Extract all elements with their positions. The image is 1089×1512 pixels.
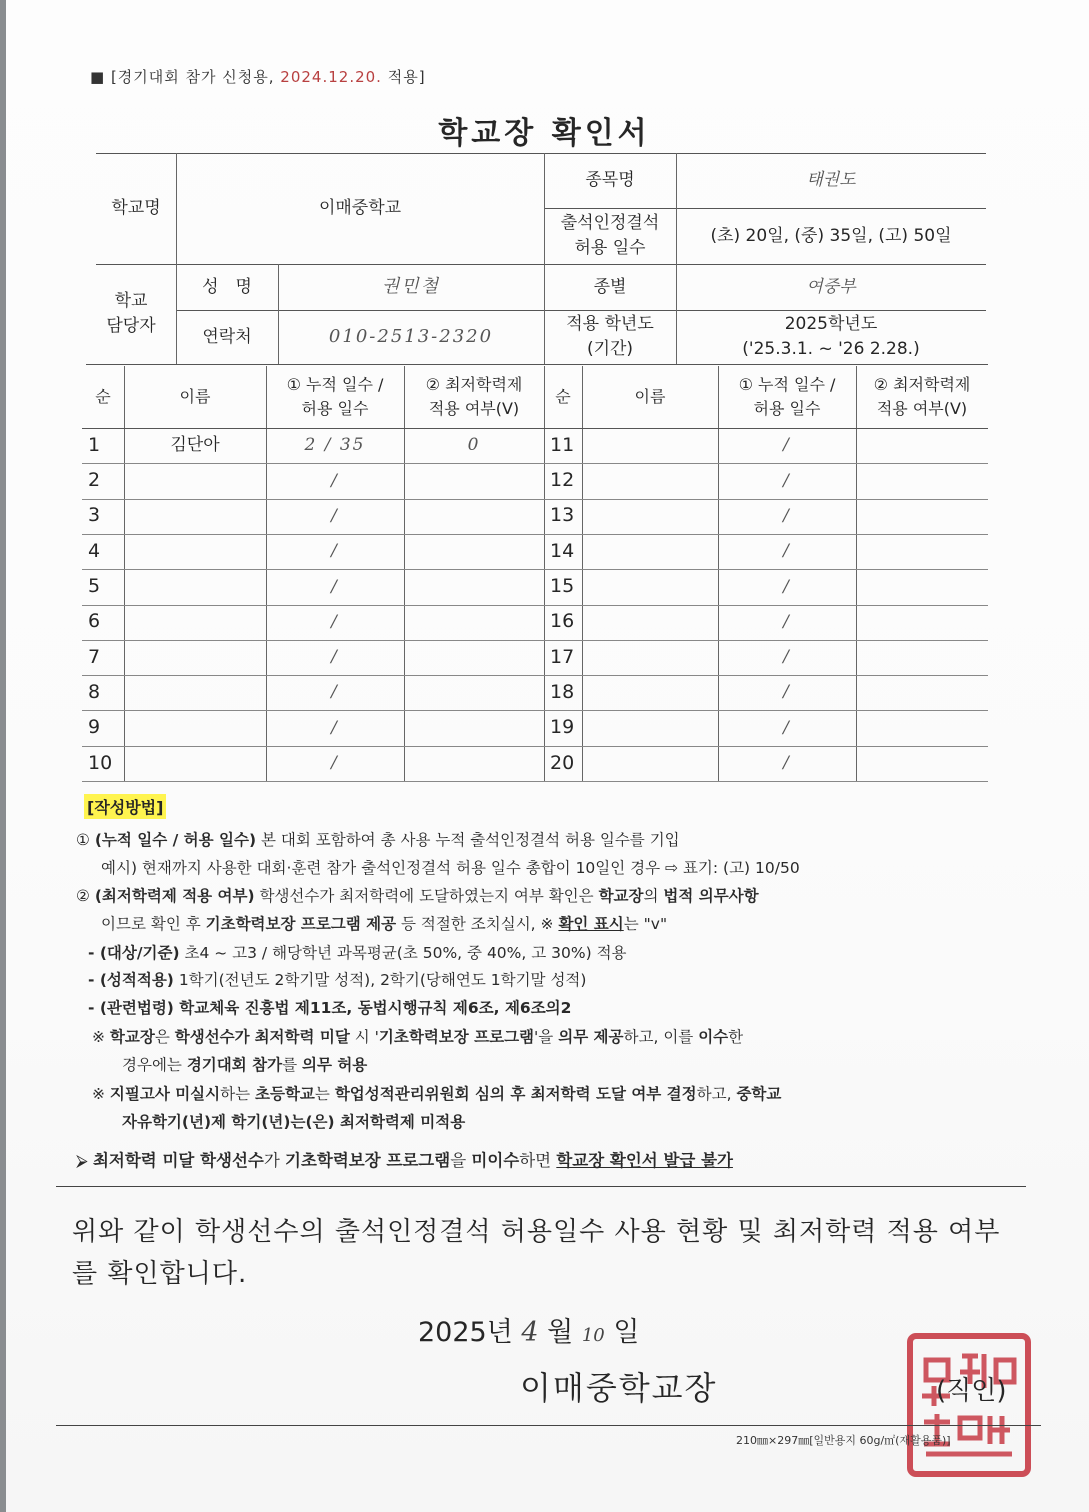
seal-label: (직인) (936, 1376, 1007, 1406)
instruction-2-mark: ② (76, 887, 90, 905)
table-cell-days: / (331, 541, 339, 562)
table-header-cell (856, 366, 988, 428)
instruction-2-mark-display: 확인 표시 (558, 915, 624, 933)
table-header-text: ② 최저학력제 (873, 375, 971, 394)
note-1-b6: 이수 (698, 1028, 729, 1046)
table-cell-min (856, 746, 988, 781)
table-cell-min (856, 463, 988, 498)
division-label: 종별 (593, 276, 627, 297)
table-cell-days: / (783, 541, 791, 562)
instruction-1-example: 예시) 현재까지 사용한 대회·훈련 참가 출석인정결석 허용 일수 총합이 10일인 경우 ⇨ 표기: (고) 10/50 (101, 859, 800, 877)
final-b1: 최저학력 미달 학생선수 (92, 1151, 264, 1170)
table-cell-name (582, 746, 718, 781)
instruction-2-text-a: 학생선수가 최저학력에 도달하였는지 여부 확인은 (254, 887, 599, 905)
table-cell-days: / (331, 682, 339, 703)
final-t3: 하면 (519, 1151, 557, 1170)
table-cell-name (124, 499, 266, 534)
instruction-2-line2-c: 는 "v" (623, 915, 668, 933)
school-label: 학교명 (111, 198, 161, 219)
principal-title: 이매중학교장 (520, 1369, 718, 1407)
table-cell-name (124, 675, 266, 710)
detail-target-label: - (대상/기준) (88, 944, 180, 962)
table-cell-name (124, 640, 266, 675)
table-cell-days: / (783, 647, 791, 668)
note-1-b4: 기초학력보장 프로그램 (378, 1028, 535, 1046)
instruction-2-principal: 학교장 (598, 887, 644, 905)
table-cell-days: / (783, 611, 791, 632)
note-1-b5: 의무 제공 (558, 1028, 624, 1046)
table-cell-no: 15 (550, 575, 575, 598)
table-header-text: 허용 일수 (753, 399, 821, 418)
note-2-b2: 초등학교 (255, 1085, 315, 1103)
table-cell-no: 1 (88, 433, 101, 456)
final-b2: 기초학력보장 프로그램 (285, 1151, 451, 1170)
note-1-mark: ※ (92, 1028, 110, 1046)
table-cell-no: 4 (88, 539, 101, 562)
table-header-text: ① 누적 일수 / (738, 375, 836, 394)
table-header-text: 적용 여부(V) (428, 399, 520, 418)
note-1-t5: 하고, 이를 (623, 1028, 699, 1046)
table-cell-min (404, 499, 544, 534)
table-cell-days: / (331, 576, 339, 597)
note-2-b1: 지필고사 미실시 (109, 1085, 221, 1103)
table-cell-name (582, 605, 718, 640)
instruction-2-legal-duty: 법적 의무사항 (663, 887, 759, 905)
table-cell-min (856, 428, 988, 463)
closing-statement: 위와 같이 학생선수의 출석인정결석 허용일수 사용 현황 및 최저학력 적용 여부를 확인합니다. (72, 1217, 1001, 1289)
document-title: 학교장 확인서 (438, 116, 651, 151)
sign-date (418, 1310, 639, 1349)
table-cell-name (582, 569, 718, 604)
table-cell-no: 12 (550, 469, 575, 492)
instruction-2-text-b: 의 (643, 887, 664, 905)
table-header-cell (82, 366, 124, 428)
table-cell-days: / (783, 682, 791, 703)
table-cell-min (856, 569, 988, 604)
instruction-1-text: 본 대회 포함하여 총 사용 누적 출석인정결석 허용 일수를 기입 (256, 831, 680, 849)
note-2-t3: 하고, (696, 1085, 737, 1103)
table-cell-no: 20 (550, 751, 575, 774)
table-cell-min: 0 (467, 435, 481, 456)
closing-divider (56, 1186, 1026, 1187)
note-1-t3: 시 ' (349, 1028, 379, 1046)
table-cell-min (856, 710, 988, 745)
sign-date-day-label: 일 (613, 1317, 640, 1348)
header-note-date: 2024.12.20. (280, 68, 382, 86)
table-cell-no: 16 (550, 610, 575, 633)
table-cell-no: 17 (550, 645, 575, 668)
instruction-1-title: (누적 일수 / 허용 일수) (94, 831, 257, 849)
table-header-text: 적용 여부(V) (876, 399, 968, 418)
table-header-text: 순 (95, 387, 111, 406)
absence-label-line2: 허용 일수 (574, 238, 646, 258)
contact-value-handwritten: 010-2513-2320 (328, 325, 494, 347)
table-cell-name (124, 710, 266, 745)
table-cell-name (124, 605, 266, 640)
table-cell-min (404, 746, 544, 781)
table-row-divider (82, 781, 988, 782)
note-1 (92, 1025, 1042, 1050)
table-header-cell (544, 366, 582, 428)
sport-value: 태권도 (806, 170, 856, 191)
detail-target (88, 941, 1038, 966)
note-2-line2-text: 자유학기(년)제 학기(년)는(은) 최저학력제 미적용 (122, 1113, 466, 1131)
note-1-line2-c: 를 (282, 1056, 302, 1074)
table-cell-no: 2 (88, 469, 101, 492)
sign-date-day: 10 (581, 1325, 605, 1346)
sport-label: 종목명 (585, 170, 635, 191)
sign-date-month-label: 월 (547, 1317, 574, 1348)
table-header-cell (404, 366, 544, 428)
instruction-2-line2-a: 이므로 확인 후 (101, 915, 206, 933)
absence-value: (초) 20일, (중) 35일, (고) 50일 (710, 225, 952, 246)
table-cell-name (124, 569, 266, 604)
note-2 (92, 1082, 1042, 1107)
table-header-text: ② 최저학력제 (425, 375, 523, 394)
table-cell-days: / (783, 576, 791, 597)
table-cell-days: / (331, 505, 339, 526)
detail-grade (88, 968, 1038, 993)
final-u: 학교장 확인서 발급 불가 (556, 1151, 733, 1170)
table-cell-days: 2 / 35 (304, 435, 366, 456)
table-cell-name (582, 499, 718, 534)
table-cell-name (124, 534, 266, 569)
table-cell-no: 14 (550, 539, 575, 562)
instruction-1-mark: ① (76, 831, 90, 849)
table-header-text: ① 누적 일수 / (286, 375, 384, 394)
note-2-t2: 는 (314, 1085, 335, 1103)
year-label-line1: 적용 학년도 (566, 314, 654, 335)
year-value (676, 310, 986, 364)
table-cell-no: 18 (550, 680, 575, 703)
table-cell-days: / (331, 611, 339, 632)
note-1-b2: 학생선수가 (174, 1028, 250, 1046)
table-header-cell (582, 366, 718, 428)
instructions-heading: [작성방법] (84, 794, 166, 819)
table-cell-days: / (331, 470, 339, 491)
table-cell-min (856, 605, 988, 640)
school-value: 이매중학교 (318, 198, 402, 219)
table-cell-min (856, 499, 988, 534)
table-cell-name: 김단아 (170, 435, 220, 456)
instruction-2-line2 (101, 912, 1041, 937)
table-cell-min (404, 640, 544, 675)
table-cell-min (404, 463, 544, 498)
detail-law (88, 996, 1038, 1021)
table-cell-no: 7 (88, 645, 101, 668)
sign-date-month: 4 (521, 1317, 539, 1348)
staff-label-line1: 학교 (114, 291, 148, 312)
note-1-t6: 한 (728, 1028, 744, 1046)
absence-label (544, 208, 676, 264)
table-cell-min (404, 710, 544, 745)
note-1-t1: 은 (154, 1028, 175, 1046)
table-cell-min (404, 675, 544, 710)
year-label-line2: (기간) (586, 339, 634, 359)
table-header-text: 순 (555, 387, 571, 406)
table-header-cell (718, 366, 856, 428)
table-cell-no: 19 (550, 716, 575, 739)
table-cell-days: / (783, 435, 791, 456)
table-cell-name (124, 463, 266, 498)
table-cell-name (582, 428, 718, 463)
name-label: 성 명 (202, 276, 252, 297)
table-cell-min (404, 569, 544, 604)
table-cell-no: 9 (88, 716, 101, 739)
table-cell-no: 11 (550, 433, 575, 456)
detail-grade-text: 1학기(전년도 2학기말 성적), 2학기(당해연도 1학기말 성적) (173, 971, 587, 989)
header-note-suffix: 적용] (387, 68, 426, 86)
final-t2: 을 (450, 1151, 472, 1170)
table-cell-min (856, 534, 988, 569)
table-cell-no: 10 (88, 751, 113, 774)
final-warning-arrow-icon: ⮚ (76, 1151, 88, 1170)
table-cell-days: / (331, 717, 339, 738)
note-2-b4: 중학교 (736, 1085, 782, 1103)
table-cell-days: / (783, 753, 791, 774)
note-1-t4: '을 (534, 1028, 559, 1046)
staff-label (86, 264, 176, 364)
table-cell-min (404, 605, 544, 640)
paper-spec: 210㎜×297㎜[일반용지 60g/㎡(재활용품)] (736, 1434, 951, 1447)
table-cell-name (582, 675, 718, 710)
table-cell-days: / (783, 505, 791, 526)
table-header-cell (124, 366, 266, 428)
table-cell-min (404, 534, 544, 569)
header-note (90, 66, 426, 87)
table-header-text: 이름 (634, 387, 666, 406)
note-2-line2 (122, 1110, 1042, 1135)
note-1-b1: 학교장 (109, 1028, 155, 1046)
table-cell-min (856, 640, 988, 675)
note-1-line2 (122, 1053, 1042, 1078)
header-note-prefix: ■ [경기대회 참가 신청용, (90, 68, 275, 86)
table-header-cell (266, 366, 404, 428)
name-value-handwritten: 권민철 (381, 275, 441, 297)
year-value-line2: ('25.3.1. ~ '26 2.28.) (742, 339, 920, 359)
instruction-2 (76, 884, 1036, 909)
table-cell-days: / (783, 470, 791, 491)
instruction-2-title: (최저학력제 적용 여부) (94, 887, 255, 905)
table-cell-no: 8 (88, 680, 101, 703)
table-cell-no: 3 (88, 504, 101, 527)
division-value: 여중부 (806, 276, 856, 297)
note-2-b3: 학업성적관리위원회 심의 후 최저학력 도달 여부 결정 (334, 1085, 697, 1103)
note-1-b3: 최저학력 미달 (254, 1028, 350, 1046)
instruction-2-line2-b: 등 적절한 조치실시, ※ (396, 915, 559, 933)
table-cell-name (582, 463, 718, 498)
instruction-1 (76, 828, 1036, 853)
final-warning (76, 1148, 1036, 1175)
sign-date-year: 2025년 (418, 1317, 513, 1348)
contact-label: 연락처 (202, 326, 252, 347)
detail-target-text: 초4 ~ 고3 / 해당학년 과목평균(초 50%, 중 40%, 고 30%) 적용 (179, 944, 627, 962)
year-value-line1: 2025학년도 (784, 314, 878, 335)
table-cell-days: / (331, 753, 339, 774)
table-cell-no: 6 (88, 610, 101, 633)
note-1-line2-a: 경우에는 (122, 1056, 187, 1074)
note-2-mark: ※ (92, 1085, 110, 1103)
table-cell-name (124, 746, 266, 781)
table-cell-no: 5 (88, 575, 101, 598)
table-cell-no: 13 (550, 504, 575, 527)
instruction-2-program: 기초학력보장 프로그램 제공 (205, 915, 397, 933)
final-b3: 미이수 (471, 1151, 520, 1170)
note-1-line2-d: 의무 허용 (301, 1056, 368, 1074)
table-cell-days: / (783, 717, 791, 738)
footer-divider (56, 1425, 1041, 1426)
year-label (544, 310, 676, 364)
table-cell-min (856, 675, 988, 710)
table-cell-name (582, 640, 718, 675)
absence-label-line1: 출석인정결석 (560, 213, 660, 234)
note-2-t1: 하는 (220, 1085, 256, 1103)
staff-label-line2: 담당자 (106, 316, 156, 336)
table-header-text: 허용 일수 (301, 399, 369, 418)
note-1-line2-b: 경기대회 참가 (186, 1056, 283, 1074)
detail-law-text: - (관련법령) 학교체육 진흥법 제11조, 동법시행규칙 제6조, 제6조의2 (88, 999, 572, 1017)
table-cell-days: / (331, 647, 339, 668)
table-cell-name (582, 710, 718, 745)
final-t1: 가 (263, 1151, 286, 1170)
table-header-text: 이름 (179, 387, 211, 406)
table-cell-name (582, 534, 718, 569)
detail-grade-label: - (성적적용) (88, 971, 174, 989)
info-bottom-border (86, 364, 988, 365)
